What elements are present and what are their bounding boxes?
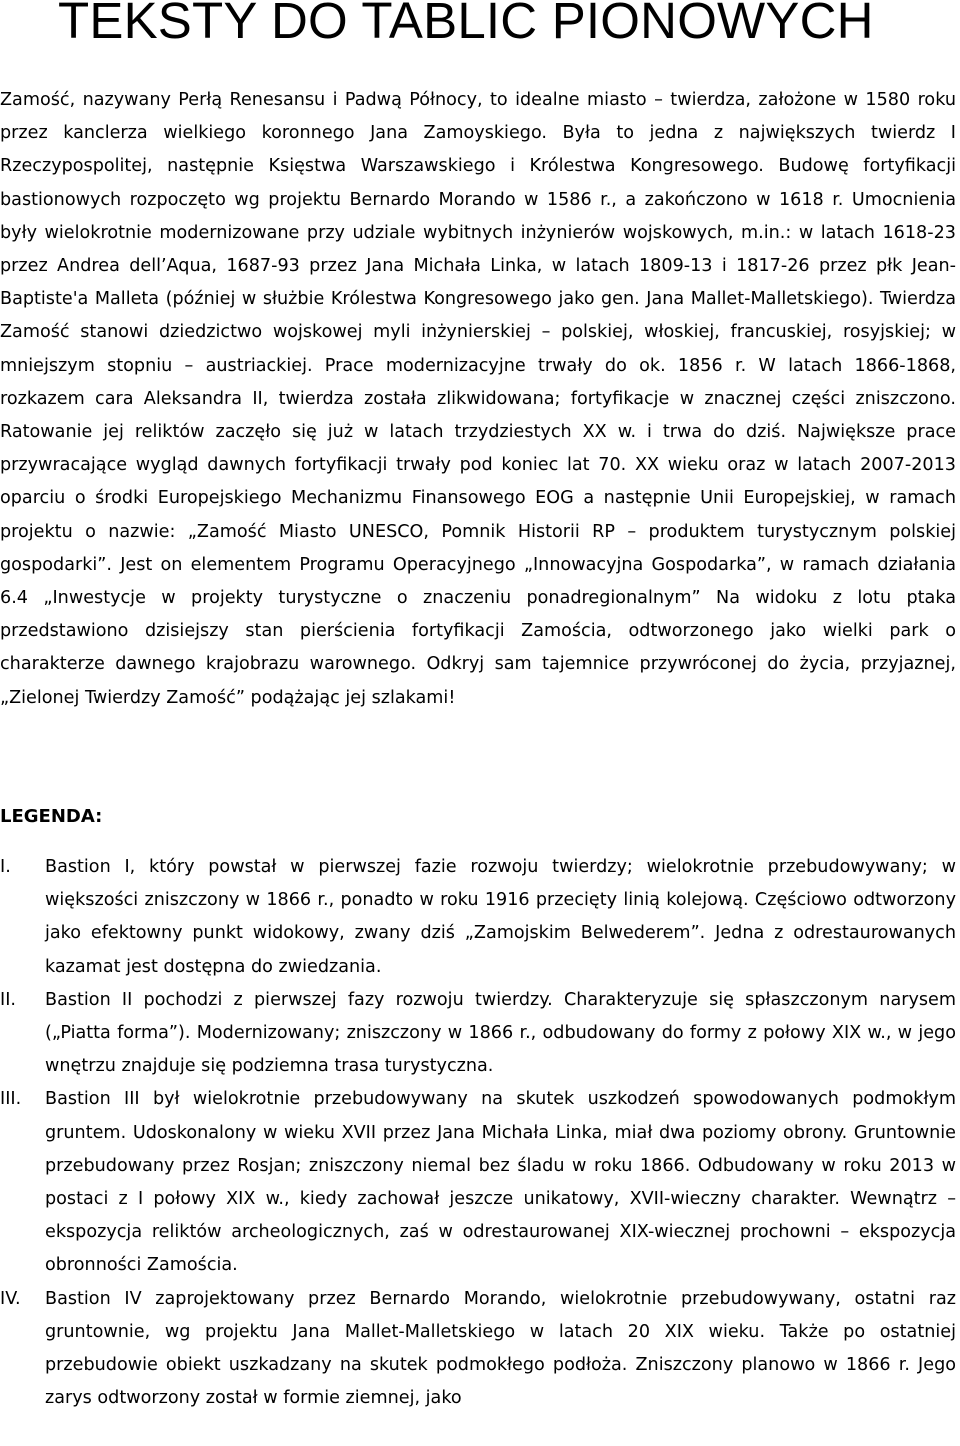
legend-numeral: II. — [0, 989, 16, 1010]
legend-text: Bastion III był wielokrotnie przebudowywany na skutek uszkodzeń spowodowanych podmokłym gruntem. Udoskonalony w wieku XVII przez Jana Michała Linka, miał dwa poziomy obrony. Gruntownie przebudowany przez Rosjan; zniszczony niemal bez śladu w roku 1866. Odbudowany w roku 2013 w postaci z I połowy XIX w., kiedy zachował jeszcze unikatowy, XVII-wieczny charakter. Wewnątrz – ekspozycja reliktów archeologicznych, zaś w odrestaurowanej XIX-wiecznej prochowni – ekspozycja obronności Zamościa. — [45, 1089, 956, 1276]
document-title: TEKSTY DO TABLIC PIONOWYCH — [58, 0, 874, 49]
legend-item-bastion-4 — [0, 1283, 956, 1416]
legend-text: Bastion I, który powstał w pierwszej fazie rozwoju twierdzy; wielokrotnie przebudowywany; w większości zniszczony w 1866 r., ponadto w roku 1916 przecięty linią kolejową. Częściowo odtworzony jako efektowny punkt widokowy, zwany dziś „Zamojskim Belwederem”. Jedna z odrestaurowanych kazamat jest dostępna do zwiedzania. — [45, 857, 956, 977]
legend-item-bastion-3 — [0, 1083, 956, 1282]
legend-heading: LEGENDA: — [0, 806, 103, 827]
legend-text: Bastion II pochodzi z pierwszej fazy rozwoju twierdzy. Charakteryzuje się spłaszczonym narysem („Piatta forma”). Modernizowany; zniszczony w 1866 r., odbudowany do formy z połowy XIX w., w jego wnętrzu znajduje się podziemna trasa turystyczna. — [45, 989, 956, 1077]
legend-item-bastion-2 — [0, 984, 956, 1084]
intro-paragraph: Zamość, nazywany Perłą Renesansu i Padwą Północy, to idealne miasto – twierdza, założone w 1580 roku przez kanclerza wielkiego koronnego Jana Zamoyskiego. Była to jedna z największych twierdz I Rzeczypospolitej, następnie Księstwa Warszawskiego i Królestwa Kongresowego. Budowę fortyfikacji bastionowych rozpoczęto wg projektu Bernardo Morando w 1586 r., a zakończono w 1618 r. Umocnienia były wielokrotnie modernizowane przy udziale wybitnych inżynierów wojskowych, m.in.: w latach 1618-23 przez Andrea dell’Aqua, 1687-93 przez Jana Michała Linka, w latach 1809-13 i 1817-26 przez płk Jean-Baptiste'a Malleta (później w służbie Królestwa Kongresowego jako gen. Jana Mallet-Malletskiego). Twierdza Zamość stanowi dziedzictwo wojskowej myli inżynierskiej – polskiej, włoskiej, francuskiej, rosyjskiej; w mniejszym stopniu – austriackiej. Prace modernizacyjne trwały do ok. 1856 r. W latach 1866-1868, rozkazem cara Aleksandra II, twierdza została zlikwidowana; fortyfikacje w znacznej części zniszczono. Ratowanie jej reliktów zaczęło się już w latach trzydziestych XX w. i trwa do dziś. Największe prace przywracające wygląd dawnych fortyfikacji trwały pod koniec lat 70. XX wieku oraz w latach 2007-2013 oparciu o środki Europejskiego Mechanizmu Finansowego EOG a następnie Unii Europejskiej, w ramach projektu o nazwie: „Zamość Miasto UNESCO, Pomnik Historii RP – produktem turystycznym polskiej gospodarki”. Jest on elementem Programu Operacyjnego „Innowacyjna Gospodarka”, w ramach działania 6.4 „Inwestycje w projekty turystyczne o znaczeniu ponadregionalnym” Na widoku z lotu ptaka przedstawiono dzisiejszy stan pierścienia fortyfikacji Zamościa, odtworzonego jako wielki park o charakterze dawnego krajobrazu warownego. Odkryj sam tajemnice przywróconej do życia, przyjaznej, „Zielonej Twierdzy Zamość” podążając jej szlakami! — [0, 90, 956, 708]
legend-numeral: III. — [0, 1089, 22, 1110]
legend-item-bastion-1 — [0, 851, 956, 984]
legend-numeral: IV. — [0, 1288, 21, 1309]
legend-list — [0, 851, 956, 1415]
legend-text: Bastion IV zaprojektowany przez Bernardo Morando, wielokrotnie przebudowywany, ostatni raz gruntownie, wg projektu Jana Mallet-Malletskiego w latach 20 XIX wieku. Także po ostatniej przebudowie obiekt uszkadzany na skutek podmokłego podłoża. Zniszczony planowo w 1866 r. Jego zarys odtworzony został w formie ziemnej, jako — [45, 1288, 956, 1409]
legend-numeral: I. — [0, 857, 11, 877]
